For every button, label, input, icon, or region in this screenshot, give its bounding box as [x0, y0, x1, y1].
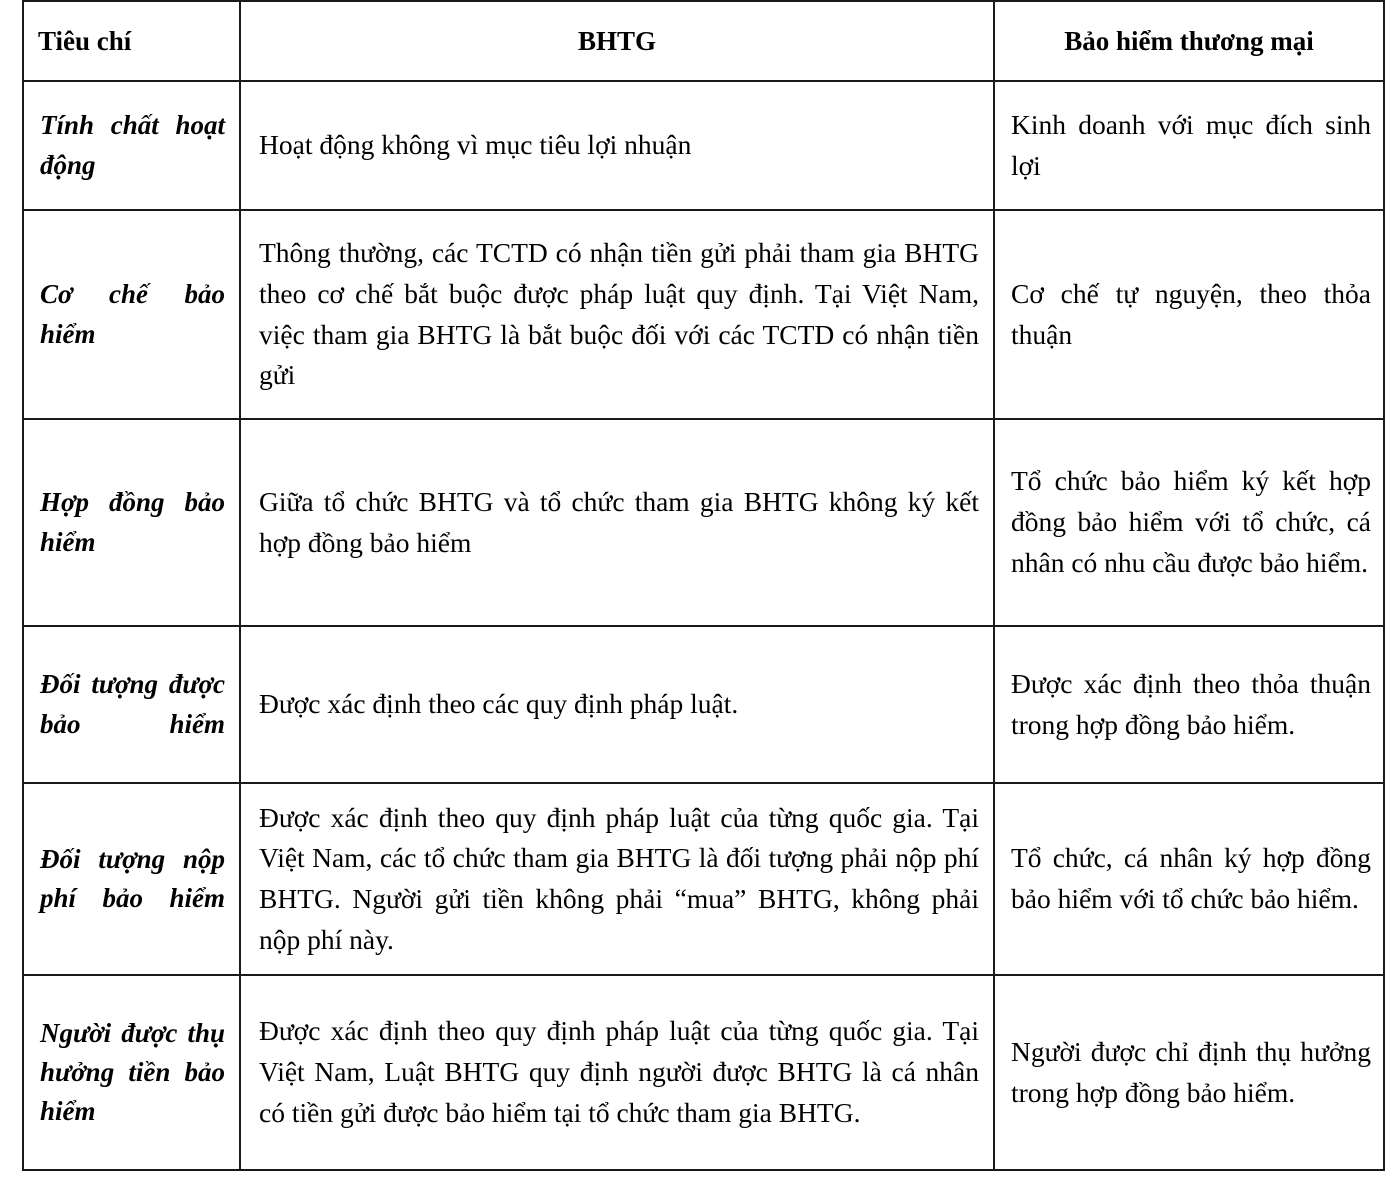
table-row: [23, 626, 1384, 783]
cell-commercial: [994, 626, 1384, 783]
table-row: [23, 783, 1384, 975]
criterion-label: Người được thụ hưởng tiền bảo hiểm: [40, 1017, 225, 1127]
cell-bhtg: [240, 81, 994, 210]
column-header-commercial-insurance-label: Bảo hiểm thương mại: [1064, 25, 1314, 56]
cell-criterion: [23, 975, 240, 1170]
criterion-label: Đối tượng nộp phí bảo hiểm: [40, 843, 225, 913]
table-header: [23, 1, 1384, 81]
bhtg-text: Thông thường, các TCTD có nhận tiền gửi phải tham gia BHTG theo cơ chế bắt buộc được pháp luật quy định. Tại Việt Nam, việc tham gia BHTG là bắt buộc đối với các TCTD có nhận tiền gửi: [259, 237, 979, 391]
cell-criterion: [23, 210, 240, 419]
criterion-label: Tính chất hoạt động: [40, 110, 225, 180]
commercial-text: Kinh doanh với mục đích sinh lợi: [1011, 108, 1371, 181]
cell-commercial: [994, 81, 1384, 210]
table-row: [23, 81, 1384, 210]
cell-commercial: [994, 975, 1384, 1170]
comparison-table: [22, 0, 1385, 1171]
cell-bhtg: [240, 419, 994, 626]
table-row: [23, 975, 1384, 1170]
cell-criterion: [23, 783, 240, 975]
cell-bhtg: [240, 975, 994, 1170]
table-header-row: [23, 1, 1384, 81]
cell-commercial: [994, 210, 1384, 419]
cell-bhtg: [240, 783, 994, 975]
column-header-bhtg-label: BHTG: [577, 25, 657, 56]
cell-criterion: [23, 419, 240, 626]
criterion-label: Hợp đồng bảo hiểm: [40, 487, 225, 557]
cell-criterion: [23, 81, 240, 210]
table-row: [23, 419, 1384, 626]
table-body: [23, 81, 1384, 1170]
cell-criterion: [23, 626, 240, 783]
cell-bhtg: [240, 210, 994, 419]
commercial-text: Cơ chế tự nguyện, theo thỏa thuận: [1011, 277, 1371, 350]
bhtg-text: Được xác định theo quy định pháp luật của từng quốc gia. Tại Việt Nam, các tổ chức tham gia BHTG là đối tượng phải nộp phí BHTG. Người gửi tiền không phải “mua” BHTG, không phải nộp phí này.: [259, 801, 979, 955]
commercial-text: Người được chỉ định thụ hưởng trong hợp đồng bảo hiểm.: [1011, 1035, 1371, 1108]
table-row: [23, 210, 1384, 419]
criterion-label: Đối tượng được bảo hiểm: [40, 669, 225, 739]
column-header-bhtg: [240, 1, 994, 81]
cell-bhtg: [240, 626, 994, 783]
bhtg-text: Giữa tổ chức BHTG và tổ chức tham gia BHTG không ký kết hợp đồng bảo hiểm: [259, 485, 979, 558]
column-header-commercial-insurance: [994, 1, 1384, 81]
cell-commercial: [994, 419, 1384, 626]
bhtg-text: Được xác định theo quy định pháp luật của từng quốc gia. Tại Việt Nam, Luật BHTG quy định người được BHTG là cá nhân có tiền gửi được bảo hiểm tại tổ chức tham gia BHTG.: [259, 1015, 979, 1128]
column-header-criterion-label: Tiêu chí: [38, 25, 132, 56]
bhtg-text: Được xác định theo các quy định pháp luật.: [259, 688, 739, 720]
cell-commercial: [994, 783, 1384, 975]
criterion-label: Cơ chế bảo hiểm: [40, 279, 225, 349]
commercial-text: Được xác định theo thỏa thuận trong hợp đồng bảo hiểm.: [1011, 667, 1371, 740]
column-header-criterion: [23, 1, 240, 81]
bhtg-text: Hoạt động không vì mục tiêu lợi nhuận: [259, 129, 692, 161]
commercial-text: Tổ chức bảo hiểm ký kết hợp đồng bảo hiểm với tổ chức, cá nhân có nhu cầu được bảo hiểm.: [1011, 465, 1371, 578]
commercial-text: Tổ chức, cá nhân ký hợp đồng bảo hiểm với tổ chức bảo hiểm.: [1011, 842, 1371, 914]
